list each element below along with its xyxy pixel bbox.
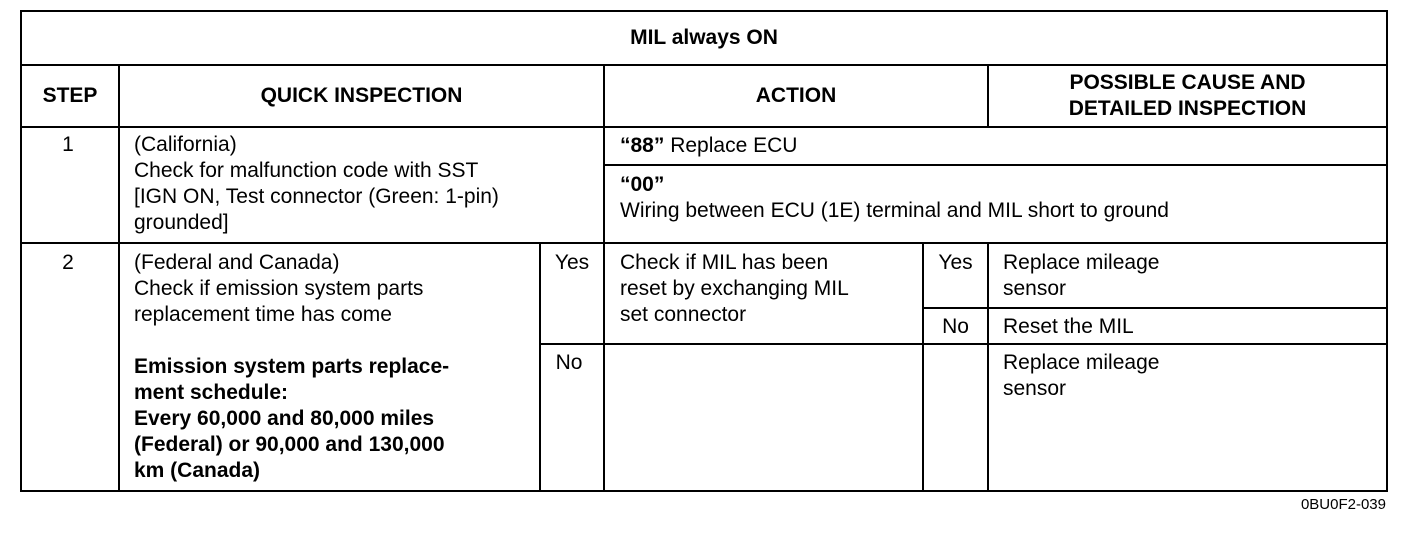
step1-result-88 [620,133,1380,159]
step1-line2: Check for malfunction code with SST [134,159,479,182]
divider-step2-action-yes [922,307,1386,309]
header-step: STEP [42,84,98,107]
divider-step1-action [603,164,1386,166]
step2-action-yes-label: Yes [938,251,973,274]
step2-action-line2: reset by exchanging MIL [620,277,849,300]
header-action: ACTION [755,84,837,107]
divider-header [22,126,1386,128]
step2-cause-yes-line1: Replace mileage [1003,251,1160,274]
step2-schedule-line2: ment schedule: [134,381,289,404]
step2-line2: Check if emission system parts [134,277,424,300]
col-step-divider [118,64,120,492]
step2-cause-final [1003,350,1383,402]
step2-cause-no: Reset the MIL [1003,315,1134,338]
step2-action-line1: Check if MIL has been [620,251,829,274]
step2-cause-yes [1003,250,1383,302]
step1-line3: [IGN ON, Test connector (Green: 1-pin) [134,185,499,208]
step2-schedule-line5: km (Canada) [134,459,261,482]
step2-schedule-line3: Every 60,000 and 80,000 miles [134,407,435,430]
step1-quick-inspection [134,132,599,236]
step2-line3: replacement time has come [134,303,392,326]
step1-result-00-text: Wiring between ECU (1E) terminal and MIL short to ground [620,199,1169,222]
divider-step1 [22,242,1386,244]
step2-action-no-label: No [942,315,969,338]
step2-schedule-line1: Emission system parts replace- [134,355,450,378]
diagnosis-table [20,10,1388,492]
col-cause-divider-step2 [987,242,989,492]
step2-schedule [134,354,534,484]
col-action-yes-divider-step2 [922,242,924,492]
step2-line1: (Federal and Canada) [134,251,340,274]
step2-no-label: No [555,351,583,374]
step1-result-88-code: “88” [620,134,665,157]
header-possible-cause [989,66,1386,126]
header-possible-cause-line1: POSSIBLE CAUSE AND [1069,71,1306,94]
table-title: MIL always ON [630,26,778,49]
reference-code: 0BU0F2-039 [1300,496,1386,513]
step2-action [620,250,920,328]
header-quick-inspection: QUICK INSPECTION [260,84,463,107]
col-action-divider [603,64,605,492]
step1-result-00 [620,172,1380,224]
step1-line4: grounded] [134,211,229,234]
step1-line1: (California) [134,133,237,156]
step2-number: 2 [62,251,74,274]
step1-result-00-code: “00” [620,173,665,196]
step2-yes-label: Yes [554,251,590,274]
header-possible-cause-line2: DETAILED INSPECTION [1068,97,1307,120]
step2-action-line3: set connector [620,303,747,326]
step1-number: 1 [62,133,74,156]
divider-step2-no [539,343,1386,345]
step2-cause-final-line1: Replace mileage [1003,351,1160,374]
step2-cause-yes-line2: sensor [1003,277,1067,300]
step2-cause-final-line2: sensor [1003,377,1067,400]
step2-schedule-line4: (Federal) or 90,000 and 130,000 [134,433,445,456]
step1-result-88-text: Replace ECU [664,134,798,157]
step2-quick-inspection [134,250,534,328]
